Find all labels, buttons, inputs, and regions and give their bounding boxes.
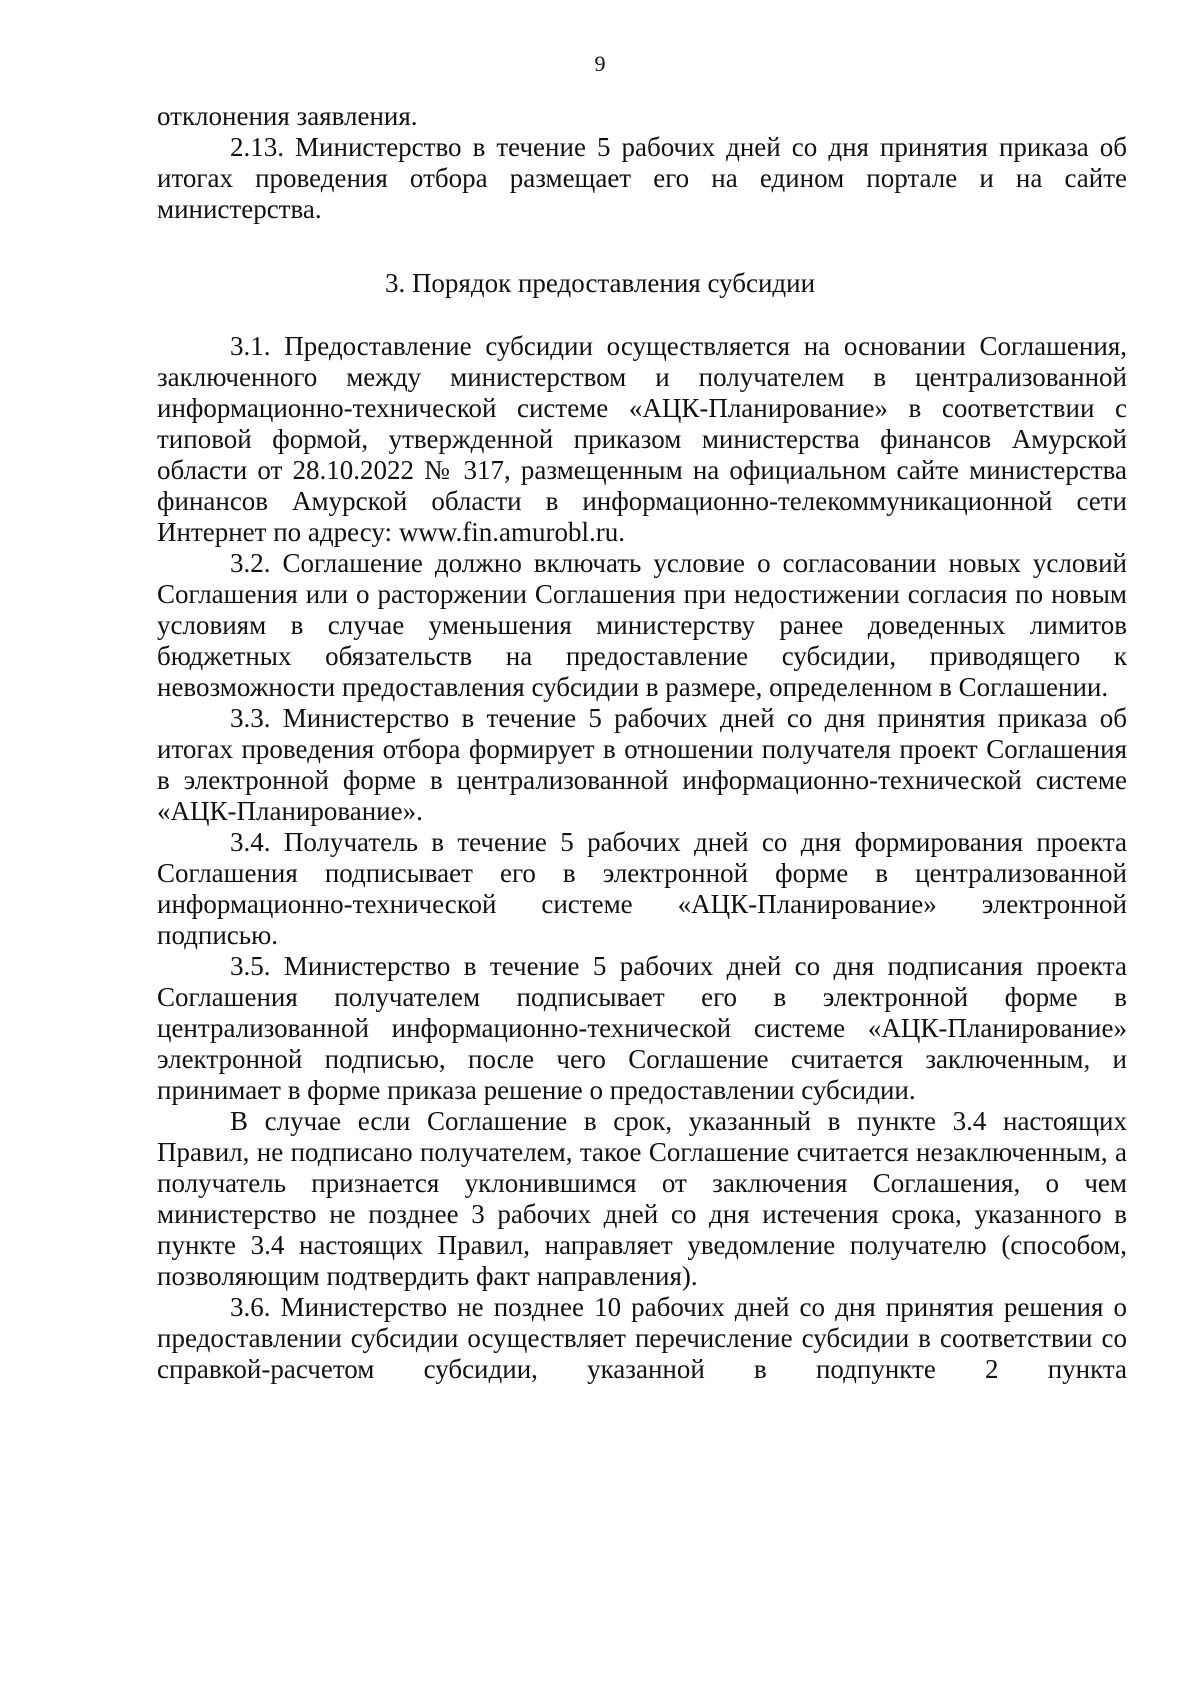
paragraph-2-13: 2.13. Министерство в течение 5 рабочих дней со дня принятия приказа об итогах проведения отбора размещает его на едином портале и на сайте министерства. [157,132,1127,224]
paragraph-3-3: 3.3. Министерство в течение 5 рабочих дней со дня принятия приказа об итогах проведения отбора формирует в отношении получателя проект Соглашения в электронной форме в централизованной информационно-технической системе «АЦК-Планирование». [157,703,1127,826]
paragraph-3-6: 3.6. Министерство не позднее 10 рабочих дней со дня принятия решения о предоставлении субсидии осуществляет перечисление субсидии в соответствии со справкой-расчетом субсидии, указанной в подпункте 2 пункта [157,1292,1127,1384]
paragraph-3-2: 3.2. Соглашение должно включать условие о согласовании новых условий Соглашения или о расторжении Соглашения при недостижении согласия по новым условиям в случае уменьшения министерству ранее доведенных лимитов бюджетных обязательств на предоставление субсидии, приводящего к невозможности предоставления субсидии в размере, определенном в Соглашении. [157,548,1127,702]
paragraph-3-1: 3.1. Предоставление субсидии осуществляется на основании Соглашения, заключенного между министерством и получателем в централизованной информационно-технической системе «АЦК-Планирование» в соответствии с типовой формой, утвержденной приказом министерства финансов Амурской области от 28.10.2022 № 317, размещенным на официальном сайте министерства финансов Амурской области в информационно-телекоммуникационной сети Интернет по адресу: www.fin.amurobl.ru. [157,331,1127,547]
page-number: 9 [594,51,606,76]
carry-over-line: отклонения заявления. [157,101,418,131]
top-text-block [157,101,1127,225]
paragraph-3-5: 3.5. Министерство в течение 5 рабочих дней со дня подписания проекта Соглашения получателем подписывает его в электронной форме в централизованной информационно-технической системе «АЦК-Планирование» электронной подписью, после чего Соглашение считается заключенным, и принимает в форме приказа решение о предоставлении субсидии. [157,951,1127,1105]
paragraph-3-5-case: В случае если Соглашение в срок, указанный в пункте 3.4 настоящих Правил, не подписано получателем, такое Соглашение считается незаключенным, а получатель признается уклонившимся от заключения Соглашения, о чем министерство не позднее 3 рабочих дней со дня истечения срока, указанного в пункте 3.4 настоящих Правил, направляет уведомление получателю (способом, позволяющим подтвердить факт направления). [157,1106,1127,1291]
paragraph-3-4: 3.4. Получатель в течение 5 рабочих дней со дня формирования проекта Соглашения подписывает его в электронной форме в централизованной информационно-технической системе «АЦК-Планирование» электронной подписью. [157,827,1127,950]
section-heading: 3. Порядок предоставления субсидии [384,268,816,298]
body-text-block [157,331,1127,1385]
